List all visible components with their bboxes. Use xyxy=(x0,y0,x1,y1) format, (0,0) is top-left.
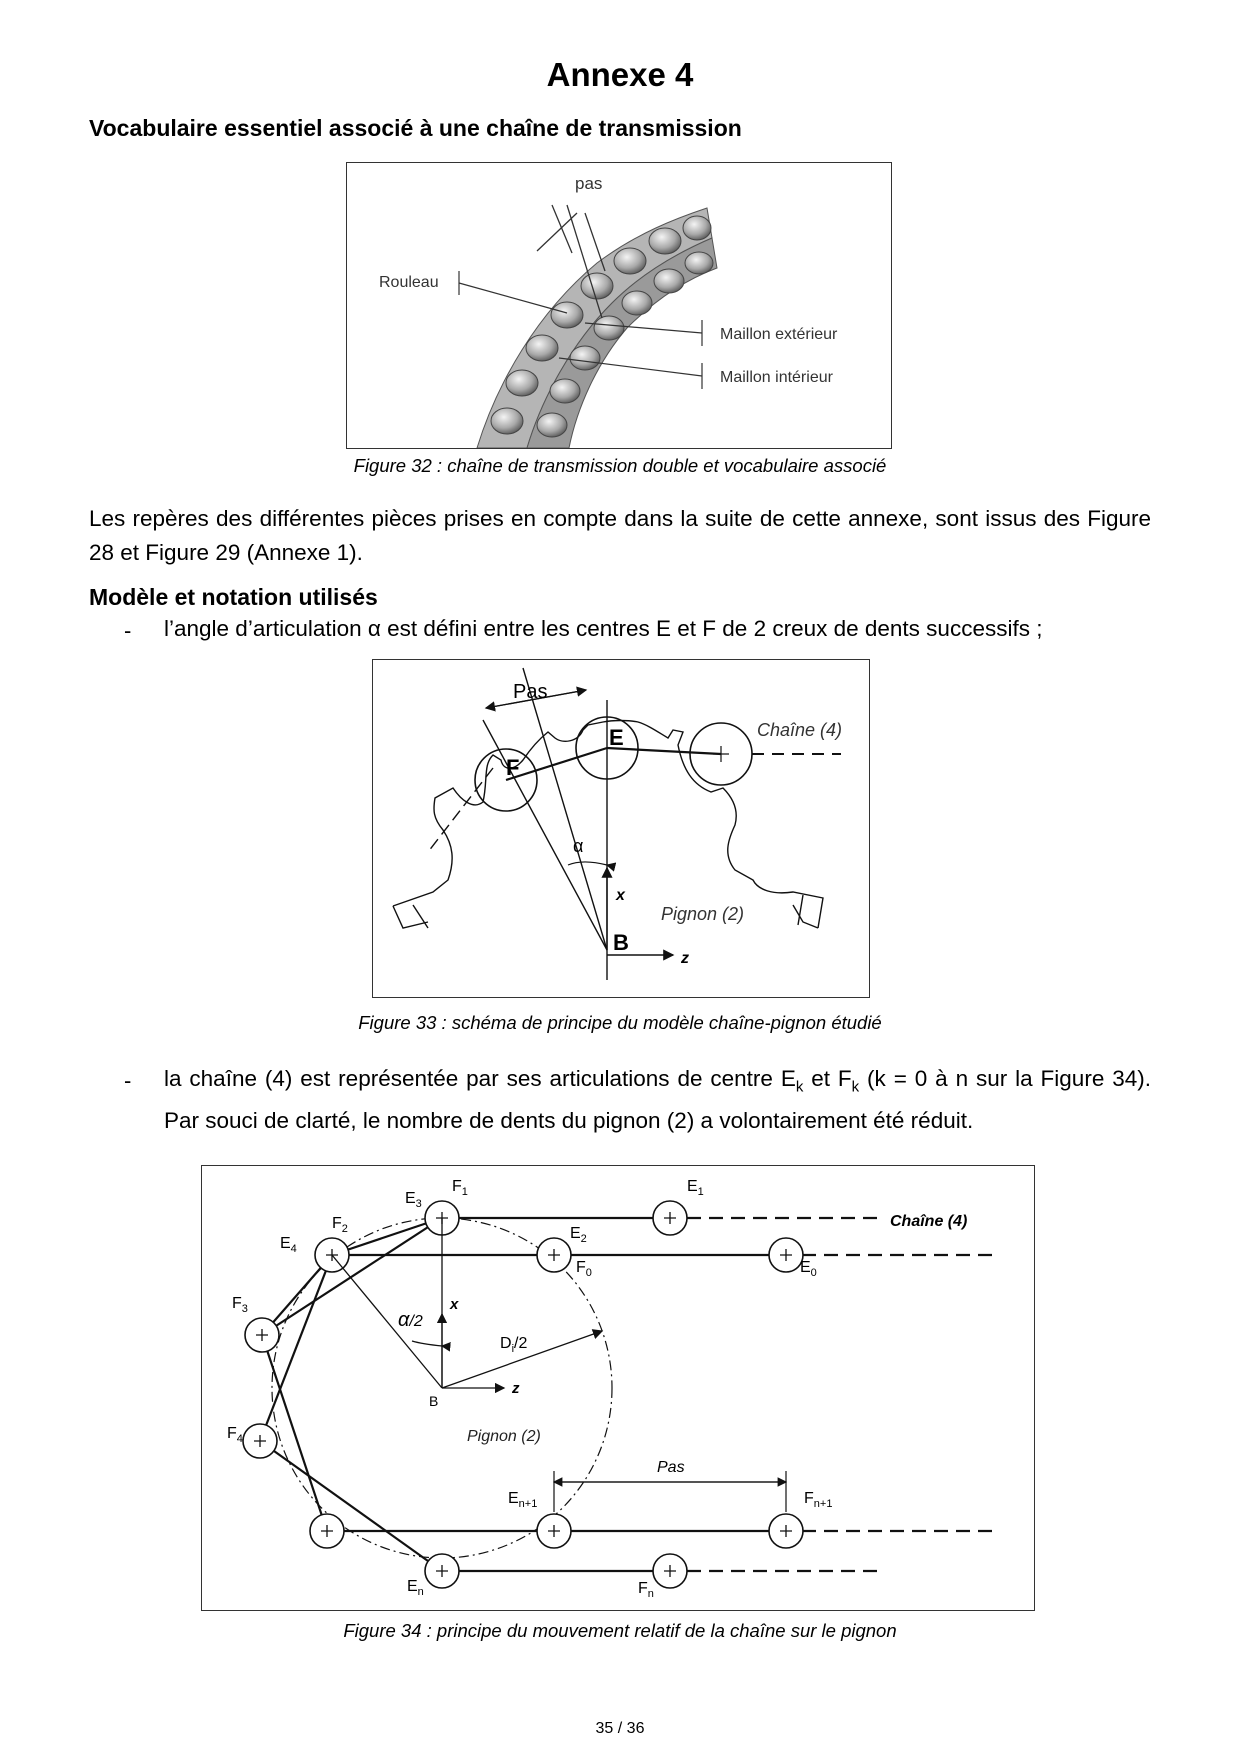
label-f3-sub: 3 xyxy=(241,1303,248,1315)
figure-33 xyxy=(372,659,870,998)
label-fn1-sub: n+1 xyxy=(813,1498,833,1510)
figure-33-caption: Figure 33 : schéma de principe du modèle chaîne-pignon étudié xyxy=(358,1012,882,1033)
label-e4-main: E xyxy=(280,1235,291,1252)
label-di xyxy=(500,1335,527,1355)
bullet-chaine-text-1: la chaîne (4) est représentée par ses articulations de centre E xyxy=(164,1066,796,1091)
label-e: E xyxy=(609,725,624,750)
label-di-half: /2 xyxy=(514,1335,528,1352)
label-e1-sub: 1 xyxy=(697,1186,704,1198)
label-e3-sub: 3 xyxy=(415,1198,422,1210)
label-en-main: E xyxy=(407,1578,418,1595)
label-fn1 xyxy=(804,1490,832,1510)
label-b: B xyxy=(429,1393,439,1409)
label-pas: Pas xyxy=(657,1459,685,1476)
bullet-chaine-text-2: et F xyxy=(803,1066,852,1091)
label-di-sub: i xyxy=(511,1343,515,1355)
label-e4-sub: 4 xyxy=(290,1243,297,1255)
label-en-sub: n xyxy=(417,1586,424,1598)
label-alpha-main: α xyxy=(398,1309,410,1331)
figure-33-drawing xyxy=(373,660,869,997)
label-f4 xyxy=(227,1425,243,1445)
label-f1-main: F xyxy=(452,1178,462,1195)
label-e1 xyxy=(687,1178,704,1198)
label-e2-sub: 2 xyxy=(580,1233,587,1245)
label-x: x xyxy=(616,887,625,904)
label-fn-sub: n xyxy=(647,1588,654,1600)
label-f0-main: F xyxy=(576,1259,586,1276)
label-pas: pas xyxy=(575,174,603,193)
paragraph-reperes-text: Les repères des différentes pièces prises en compte dans la suite de cette annexe, sont issus des Figure 28 et Figure 29 (Annexe 1). xyxy=(89,506,1151,565)
label-x: x xyxy=(450,1296,459,1313)
label-f1 xyxy=(452,1178,468,1198)
label-f2 xyxy=(332,1215,348,1235)
label-alpha xyxy=(398,1309,423,1331)
label-alpha-half: /2 xyxy=(409,1313,423,1330)
label-f2-main: F xyxy=(332,1215,342,1232)
bullet-angle: l’angle d’articulation α est défini entre les centres E et F de 2 creux de dents successifs ; xyxy=(164,616,1043,641)
bullet-dash-1: - xyxy=(124,618,132,643)
label-pignon: Pignon (2) xyxy=(661,904,745,924)
figure-34 xyxy=(201,1165,1035,1611)
label-pignon: Pignon (2) xyxy=(467,1428,541,1445)
label-e1-main: E xyxy=(687,1178,698,1195)
figure-32-drawing xyxy=(347,163,891,448)
subscript-k2: k xyxy=(851,1078,860,1096)
label-e4 xyxy=(280,1235,297,1255)
bullet-dash-2: - xyxy=(124,1068,132,1093)
label-f4-main: F xyxy=(227,1425,237,1442)
label-maillon-interieur: Maillon intérieur xyxy=(720,369,833,386)
bullet-chaine xyxy=(164,1062,1151,1137)
label-e0-sub: 0 xyxy=(810,1267,817,1279)
label-e0 xyxy=(800,1259,817,1279)
label-f4-sub: 4 xyxy=(236,1433,243,1445)
label-f1-sub: 1 xyxy=(461,1186,468,1198)
page-title: Annexe 4 xyxy=(546,56,694,93)
label-b: B xyxy=(613,930,629,955)
section-heading-vocabulary: Vocabulaire essentiel associé à une chaîne de transmission xyxy=(89,115,742,141)
label-alpha: α xyxy=(573,836,584,856)
label-chaine: Chaîne (4) xyxy=(757,720,843,740)
figure-32-caption: Figure 32 : chaîne de transmission double et vocabulaire associé xyxy=(353,455,887,476)
label-rouleau: Rouleau xyxy=(379,274,439,291)
label-fn1-main: F xyxy=(804,1490,814,1507)
label-f3-main: F xyxy=(232,1295,242,1312)
label-en1-main: E xyxy=(508,1490,519,1507)
label-chaine: Chaîne (4) xyxy=(890,1213,968,1230)
chain-illustration xyxy=(477,208,717,448)
bullet-chaine-text-3: (k = 0 à n sur la Figure 34). Par souci de clarté, le nombre de dents du pignon (2) a volontairement été réduit. xyxy=(164,1066,1152,1133)
label-en1-sub: n+1 xyxy=(518,1498,538,1510)
label-e2-main: E xyxy=(570,1225,581,1242)
label-maillon-exterieur: Maillon extérieur xyxy=(720,326,838,343)
label-di-main: D xyxy=(500,1335,512,1352)
label-en1 xyxy=(508,1490,537,1510)
label-e0-main: E xyxy=(800,1259,811,1276)
label-e3-main: E xyxy=(405,1190,416,1207)
section-heading-model: Modèle et notation utilisés xyxy=(89,584,378,610)
label-z: z xyxy=(681,950,689,967)
label-f: F xyxy=(506,755,520,780)
subscript-k1: k xyxy=(795,1078,804,1096)
label-e3 xyxy=(405,1190,422,1210)
label-f3 xyxy=(232,1295,248,1315)
label-fn-main: F xyxy=(638,1580,648,1597)
label-f0-sub: 0 xyxy=(585,1267,592,1279)
label-en xyxy=(407,1578,424,1598)
label-fn xyxy=(638,1580,654,1600)
figure-34-caption: Figure 34 : principe du mouvement relatif de la chaîne sur le pignon xyxy=(343,1620,897,1641)
label-pas: Pas xyxy=(513,681,548,703)
figure-32 xyxy=(346,162,892,449)
figure-34-drawing xyxy=(202,1166,1034,1610)
label-f2-sub: 2 xyxy=(341,1223,348,1235)
label-z: z xyxy=(512,1380,520,1397)
label-e2 xyxy=(570,1225,587,1245)
label-f0 xyxy=(576,1259,592,1279)
page-number: 35 / 36 xyxy=(595,1720,645,1737)
paragraph-reperes xyxy=(89,502,1151,570)
